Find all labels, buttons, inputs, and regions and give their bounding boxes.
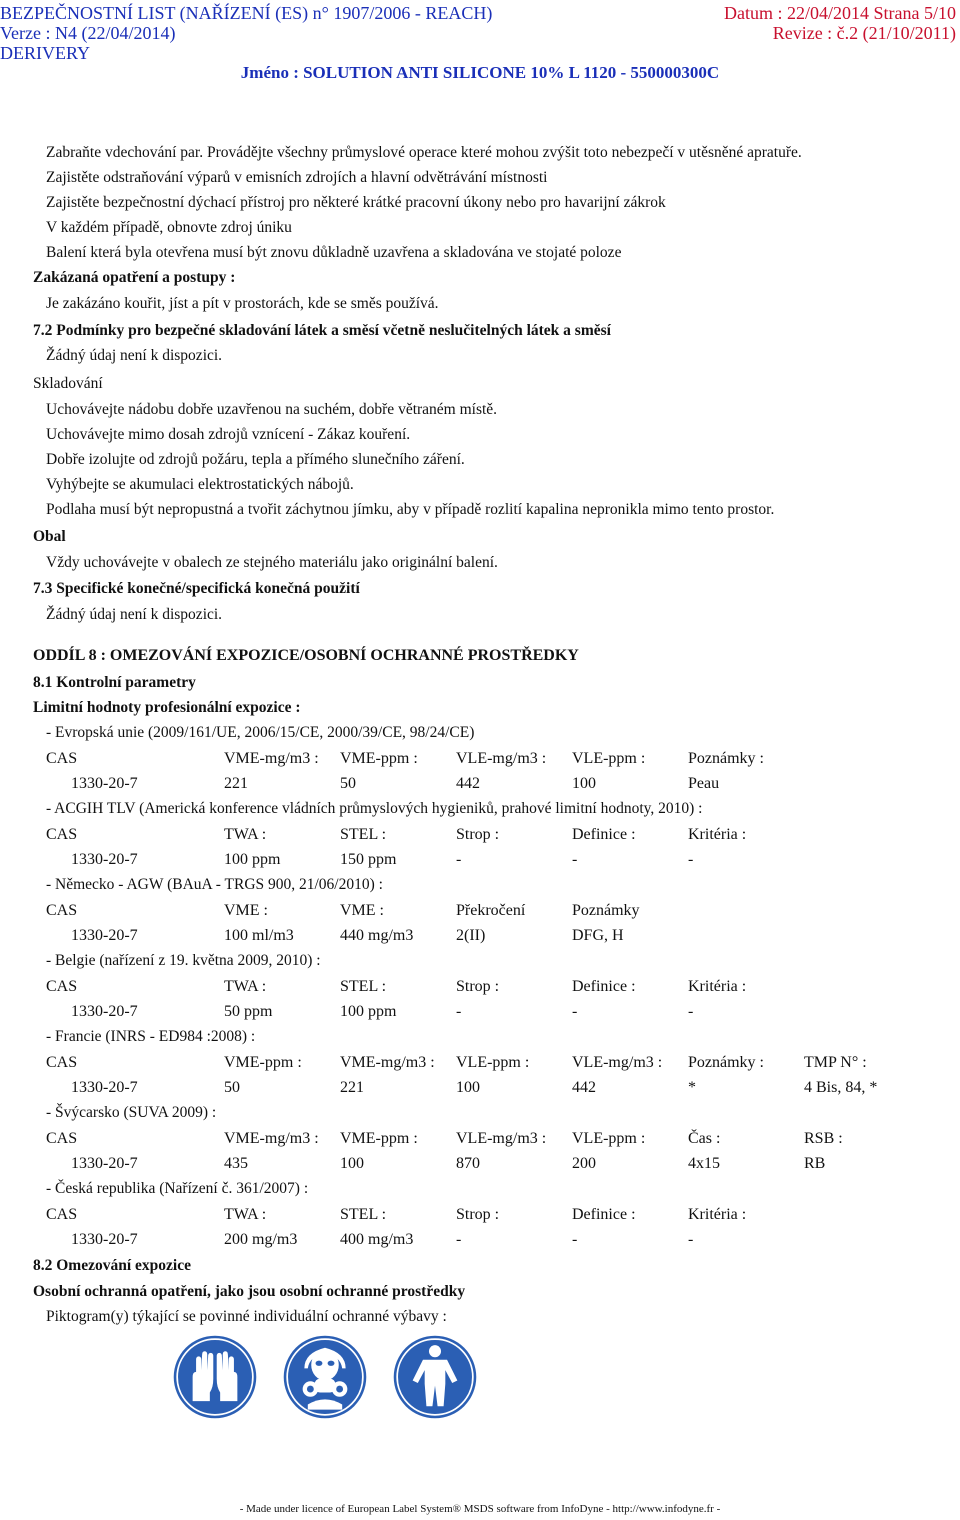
table-cell: CAS [46,1206,78,1223]
table-cell: 400 mg/m3 [340,1231,414,1248]
limit-group-title: - Belgie (nařízení z 19. května 2009, 2010) : [46,952,321,969]
storage-line: Uchovávejte nádobu dobře uzavřenou na suchém, dobře větraném místě. [46,401,498,418]
table-cell: VME-mg/m3 : [224,1130,319,1147]
pictogram-text: Piktogram(y) týkající se povinné individuální ochranné výbavy : [46,1308,447,1325]
table-cell: STEL : [340,826,387,843]
section-7-2-heading: 7.2 Podmínky pro bezpečné skladování látek a směsí včetně neslučitelných látek a směsí [33,322,611,339]
table-cell: Poznámky [572,902,640,919]
table-cell: TMP N° : [804,1054,867,1071]
table-cell: 221 [340,1079,364,1096]
table-cell: Čas : [688,1130,721,1147]
limit-table-header [0,1129,960,1149]
table-cell: 100 ppm [224,851,281,868]
version: Verze : N4 (22/04/2014) [0,23,176,43]
revision: Revize : č.2 (21/10/2011) [772,23,956,43]
table-cell: 1330-20-7 [71,775,138,792]
table-cell: VME-ppm : [340,750,418,767]
table-cell: Strop : [456,1206,500,1223]
storage-line: Podlaha musí být nepropustná a tvořit záchytnou jímku, aby v případě rozlití kapalina nepronikla mimo tento prostor. [46,501,775,518]
table-cell: - [688,851,694,868]
table-cell: 4 Bis, 84, * [804,1079,878,1096]
limit-table-row [0,1230,960,1250]
handling-line: Zajistěte odstraňování výparů v emisních zdrojích a hlavní odvětrávání místnosti [46,169,548,186]
company-name: DERIVERY [0,43,90,63]
limits-heading: Limitní hodnoty profesionální expozice : [33,699,301,716]
respirator-pictogram-icon [282,1334,368,1420]
table-cell: Kritéria : [688,826,747,843]
limit-table-header [0,749,960,769]
table-cell: 150 ppm [340,851,397,868]
table-cell: 200 mg/m3 [224,1231,298,1248]
limit-table-row [0,926,960,946]
table-cell: CAS [46,750,78,767]
handling-line: Zabraňte vdechování par. Provádějte všechny průmyslové operace které mohou zvýšit toto nebezpečí v utěsněné apratuře. [46,144,802,161]
table-cell: 435 [224,1155,248,1172]
section-7-3-text: Žádný údaj není k dispozici. [46,606,223,623]
limit-table-header [0,825,960,845]
table-cell: - [688,1003,694,1020]
table-cell: 442 [572,1079,596,1096]
table-cell: 440 mg/m3 [340,927,414,944]
table-cell: Definice : [572,1206,636,1223]
table-cell: Kritéria : [688,978,747,995]
table-cell: 442 [456,775,480,792]
table-cell: 100 ml/m3 [224,927,294,944]
handling-line: Zajistěte bezpečnostní dýchací přístroj pro některé krátké pracovní úkony nebo pro havarijní zákrok [46,194,666,211]
table-cell: TWA : [224,1206,267,1223]
limit-table-row [0,850,960,870]
table-cell: 100 ppm [340,1003,397,1020]
limit-group-title: - Švýcarsko (SUVA 2009) : [46,1104,217,1121]
table-cell: CAS [46,978,78,995]
table-cell: VLE-ppm : [572,1130,646,1147]
table-cell: * [688,1079,696,1096]
storage-line: Uchovávejte mimo dosah zdrojů vznícení - Zákaz kouření. [46,426,411,443]
header-row-2 [0,22,960,44]
limit-table-row [0,1154,960,1174]
table-cell: Překročení [456,902,526,919]
table-cell: TWA : [224,978,267,995]
table-cell: 100 [456,1079,480,1096]
limit-table-header [0,1205,960,1225]
table-cell: 1330-20-7 [71,851,138,868]
table-cell: 1330-20-7 [71,927,138,944]
table-cell: VLE-mg/m3 : [456,1130,547,1147]
date-page: Datum : 22/04/2014 Strana 5/10 [724,3,956,23]
limit-table-row [0,774,960,794]
table-cell: 1330-20-7 [71,1003,138,1020]
limit-group-title: - Francie (INRS - ED984 :2008) : [46,1028,256,1045]
table-cell: VLE-ppm : [572,750,646,767]
table-cell: Poznámky : [688,1054,764,1071]
header-row-3 [0,42,960,64]
section-7-3-heading: 7.3 Specifické konečné/specifická konečná použití [33,580,360,597]
footer: - Made under licence of European Label System® MSDS software from InfoDyne - http://www.infodyne.fr - [239,1503,721,1515]
table-cell: 50 [340,775,356,792]
handling-line: V každém případě, obnovte zdroj úniku [46,219,292,236]
table-cell: Definice : [572,826,636,843]
table-cell: 1330-20-7 [71,1155,138,1172]
table-cell: 4x15 [688,1155,720,1172]
limit-table-row [0,1078,960,1098]
document-title: BEZPEČNOSTNÍ LIST (NAŘÍZENÍ (ES) n° 1907/2006 - REACH) [0,3,493,23]
table-cell: VLE-ppm : [456,1054,530,1071]
table-cell: 100 [340,1155,364,1172]
table-cell: TWA : [224,826,267,843]
table-cell: 200 [572,1155,596,1172]
gloves-pictogram-icon [172,1334,258,1420]
limit-table-header [0,977,960,997]
ppe-heading: Osobní ochranná opatření, jako jsou osobní ochranné prostředky [33,1283,466,1300]
table-cell: STEL : [340,1206,387,1223]
handling-line: Balení která byla otevřena musí být znovu důkladně uzavřena a skladována ve stojaté poloze [46,244,622,261]
prohibited-heading: Zakázaná opatření a postupy : [33,269,236,286]
section-8-heading: ODDÍL 8 : OMEZOVÁNÍ EXPOZICE/OSOBNÍ OCHRANNÉ PROSTŘEDKY [33,647,579,664]
table-cell: 870 [456,1155,480,1172]
table-cell: - [572,851,578,868]
section-7-2-text: Žádný údaj není k dispozici. [46,347,223,364]
table-cell: CAS [46,1054,78,1071]
table-cell: Strop : [456,826,500,843]
table-cell: Kritéria : [688,1206,747,1223]
storage-heading: Skladování [33,375,103,392]
table-cell: CAS [46,826,78,843]
table-cell: VLE-mg/m3 : [572,1054,663,1071]
table-cell: - [456,851,462,868]
table-cell: - [456,1231,462,1248]
table-cell: 100 [572,775,596,792]
prohibited-text: Je zakázáno kouřit, jíst a pít v prostorách, kde se směs používá. [46,295,439,312]
table-cell: CAS [46,1130,78,1147]
coverall-pictogram-icon [392,1334,478,1420]
table-cell: VME-mg/m3 : [224,750,319,767]
table-cell: 221 [224,775,248,792]
storage-line: Vyhýbejte se akumulaci elektrostatických nábojů. [46,476,354,493]
table-cell: Poznámky : [688,750,764,767]
table-cell: Strop : [456,978,500,995]
table-cell: - [572,1003,578,1020]
table-cell: - [456,1003,462,1020]
table-cell: Peau [688,775,720,792]
table-cell: - [572,1231,578,1248]
table-cell: VLE-mg/m3 : [456,750,547,767]
table-cell: - [688,1231,694,1248]
table-cell: Definice : [572,978,636,995]
table-cell: VME : [340,902,384,919]
limit-group-title: - Česká republika (Nařízení č. 361/2007) : [46,1180,309,1197]
table-cell: VME : [224,902,268,919]
limit-table-header [0,1053,960,1073]
limit-table-header [0,901,960,921]
section-8-1-heading: 8.1 Kontrolní parametry [33,674,196,691]
table-cell: 1330-20-7 [71,1231,138,1248]
section-8-2-heading: 8.2 Omezování expozice [33,1257,191,1274]
limit-table-row [0,1002,960,1022]
table-cell: RB [804,1155,826,1172]
table-cell: CAS [46,902,78,919]
table-cell: STEL : [340,978,387,995]
header-row-1 [0,2,960,24]
table-cell: 50 ppm [224,1003,273,1020]
table-cell: 2(II) [456,927,486,944]
table-cell: VME-ppm : [224,1054,302,1071]
table-cell: VME-ppm : [340,1130,418,1147]
table-cell: RSB : [804,1130,843,1147]
table-cell: DFG, H [572,927,624,944]
limit-group-title: - Německo - AGW (BAuA - TRGS 900, 21/06/2010) : [46,876,383,893]
limit-group-title: - Evropská unie (2009/161/UE, 2006/15/CE, 2000/39/CE, 98/24/CE) [46,724,475,741]
limit-group-title: - ACGIH TLV (Americká konference vládních průmyslových hygieniků, prahové limitní hodnoty, 2010) : [46,800,703,817]
table-cell: VME-mg/m3 : [340,1054,435,1071]
packaging-heading: Obal [33,528,66,545]
table-cell: 50 [224,1079,240,1096]
storage-line: Dobře izolujte od zdrojů požáru, tepla a přímého slunečního záření. [46,451,465,468]
product-name: Jméno : SOLUTION ANTI SILICONE 10% L 1120 - 550000300C [240,63,720,82]
packaging-text: Vždy uchovávejte v obalech ze stejného materiálu jako originální balení. [46,554,498,571]
table-cell: 1330-20-7 [71,1079,138,1096]
